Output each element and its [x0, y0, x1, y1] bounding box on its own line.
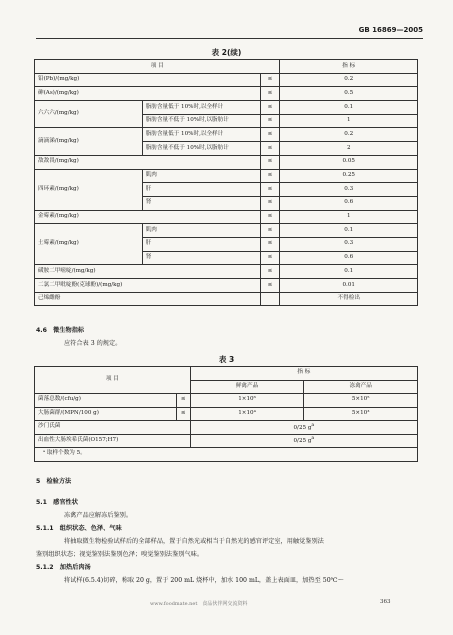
table2-row: [35, 279, 418, 293]
table2-value: 不得检出: [280, 292, 418, 306]
table2-value: 0.1: [280, 265, 418, 279]
section-5-1-2-line1: 将试样(6.5.4)切碎，称取 20 g，置于 200 mL 烧杯中，加水 100 mL，盖上表面皿，加热至 50℃～: [64, 577, 344, 584]
table3-row: [35, 407, 418, 421]
table2-subitem: 肝: [142, 183, 260, 197]
table2-row: [35, 169, 418, 183]
table2-symbol: ≤: [260, 114, 280, 128]
table3-item: 大肠菌群/(MPN/100 g): [35, 407, 177, 421]
table2-symbol: ≤: [260, 87, 280, 101]
table2-row: [35, 210, 418, 224]
table2-row: [35, 155, 418, 169]
table2-caption: 表 2(续): [211, 48, 242, 57]
table2-head-item: 项 目: [35, 60, 280, 74]
footnote-mark: a: [311, 436, 315, 442]
table2-value: 0.1: [280, 224, 418, 238]
table2-subitem: 肾: [142, 251, 260, 265]
watermark-text: www.foodmate.net 食品伙伴网交流资料: [150, 601, 248, 607]
table2-symbol: ≤: [260, 73, 280, 87]
section-5-1-2-heading: 5.1.2 加热后肉汤: [36, 564, 91, 571]
table2-symbol: ≤: [260, 265, 280, 279]
table2-subitem: 脂肪含量不低于 10%时,以脂肪计: [142, 142, 260, 156]
table3-frozen: 5×10³: [304, 407, 418, 421]
section-5-1-1-heading: 5.1.1 组织状态、色泽、气味: [36, 525, 122, 532]
table3-fresh: 1×10⁴: [190, 407, 304, 421]
table2-value: 0.01: [280, 279, 418, 293]
table2-value: 0.5: [280, 87, 418, 101]
table2-symbol: ≤: [260, 196, 280, 210]
header-rule: [36, 38, 423, 39]
table2-value: 0.3: [280, 237, 418, 251]
table3-symbol: ≤: [176, 394, 190, 408]
section-4-6-heading: 4.6 微生物指标: [36, 327, 85, 334]
table3-span-value: 0/25 $g^a$: [190, 434, 417, 448]
table3-fresh: 1×10⁶: [190, 394, 304, 408]
table2-subitem: 肌肉: [142, 224, 260, 238]
table2: [34, 59, 418, 306]
standard-number: GB 16869—2005: [358, 26, 423, 34]
table2-value: 1: [280, 210, 418, 224]
table3-item: 菌落总数/(cfu/g): [35, 394, 177, 408]
table2-subitem: 肾: [142, 196, 260, 210]
table3-item: 沙门氏菌: [35, 421, 191, 435]
table2-value: 0.1: [280, 101, 418, 115]
table2-item: 滴滴涕/(mg/kg): [35, 128, 143, 155]
table3-head-frozen: 冻禽产品: [304, 380, 418, 394]
table2-value: 0.6: [280, 251, 418, 265]
section-5-1-text: 冻禽产品应解冻后鉴别。: [64, 512, 133, 519]
table2-symbol: ≤: [260, 101, 280, 115]
table2-value: 2: [280, 142, 418, 156]
table2-symbol: ≤: [260, 210, 280, 224]
table2-item: 砷(As)/(mg/kg): [35, 87, 261, 101]
table3-caption: 表 3: [218, 355, 235, 364]
table2-symbol: ≤: [260, 279, 280, 293]
table2-symbol: ≤: [260, 224, 280, 238]
table2-value: 0.25: [280, 169, 418, 183]
table2-item: 四环素/(mg/kg): [35, 169, 143, 210]
table3-note: ᵃ 取样个数为 5。: [35, 448, 418, 462]
section-5-1-1-line1: 将抽取微生物检验试样后的全部样品，置于自然光或相当于自然光的感官评定室，用触觉鉴别法: [64, 538, 324, 545]
table2-row: [35, 292, 418, 306]
table3-head-index: 指 标: [190, 367, 417, 381]
table3-head-fresh: 鲜禽产品: [190, 380, 304, 394]
table2-item: 金霉素/(mg/kg): [35, 210, 261, 224]
table2-item: 己烯雌酚: [35, 292, 261, 306]
page-number: 363: [380, 599, 391, 605]
section-4-6-text: 应符合表 3 的规定。: [64, 340, 122, 347]
table3-item: 出血性大肠埃希氏菌(O157;H7): [35, 434, 191, 448]
table2-value: 0.2: [280, 128, 418, 142]
table2-row: [35, 265, 418, 279]
table2-symbol: [260, 292, 280, 306]
table2-row: [35, 101, 418, 115]
table2-item: 铅(Pb)/(mg/kg): [35, 73, 261, 87]
table3-frozen: 5×10⁵: [304, 394, 418, 408]
table2-subitem: 脂肪含量低于 10%时,以全样计: [142, 128, 260, 142]
table3-head-item: 项 目: [35, 367, 191, 394]
table3-span-value: 0/25 $g^a$: [190, 421, 417, 435]
table2-row: [35, 73, 418, 87]
table2-value: 0.6: [280, 196, 418, 210]
footnote-mark: a: [311, 422, 315, 428]
table2-row: [35, 224, 418, 238]
section-5-1-heading: 5.1 感官性状: [36, 499, 78, 506]
table2-subitem: 脂肪含量不低于 10%时,以脂肪计: [142, 114, 260, 128]
table2-subitem: 肝: [142, 237, 260, 251]
table2-subitem: 脂肪含量低于 10%时,以全样计: [142, 101, 260, 115]
table2-symbol: ≤: [260, 142, 280, 156]
section-5-1-1-line2: 鉴别组织状态；视觉鉴别法鉴别色泽；嗅觉鉴别法鉴别气味。: [36, 551, 204, 558]
table2-item: 敌敌畏/(mg/kg): [35, 155, 261, 169]
table2-item: 磺胺二甲嘧啶/(mg/kg): [35, 265, 261, 279]
table2-symbol: ≤: [260, 169, 280, 183]
table2-symbol: ≤: [260, 155, 280, 169]
table3-row: [35, 394, 418, 408]
table2-value: 0.2: [280, 73, 418, 87]
table2-item: 六六六/(mg/kg): [35, 101, 143, 128]
table2-item: 二氯二甲吡啶酚(克球酚)/(mg/kg): [35, 279, 261, 293]
table2-symbol: ≤: [260, 183, 280, 197]
table2-head-index: 指 标: [280, 60, 418, 74]
table2-row: [35, 128, 418, 142]
table2-symbol: ≤: [260, 237, 280, 251]
table3: [34, 366, 418, 462]
table3-row: [35, 421, 418, 435]
table2-item: 土霉素/(mg/kg): [35, 224, 143, 265]
section-5-heading: 5 检验方法: [36, 478, 72, 485]
table2-value: 0.05: [280, 155, 418, 169]
table2-subitem: 肌肉: [142, 169, 260, 183]
table3-row: [35, 434, 418, 448]
table2-value: 0.3: [280, 183, 418, 197]
table2-value: 1: [280, 114, 418, 128]
table2-symbol: ≤: [260, 251, 280, 265]
table3-symbol: ≤: [176, 407, 190, 421]
table2-row: [35, 87, 418, 101]
table2-symbol: ≤: [260, 128, 280, 142]
